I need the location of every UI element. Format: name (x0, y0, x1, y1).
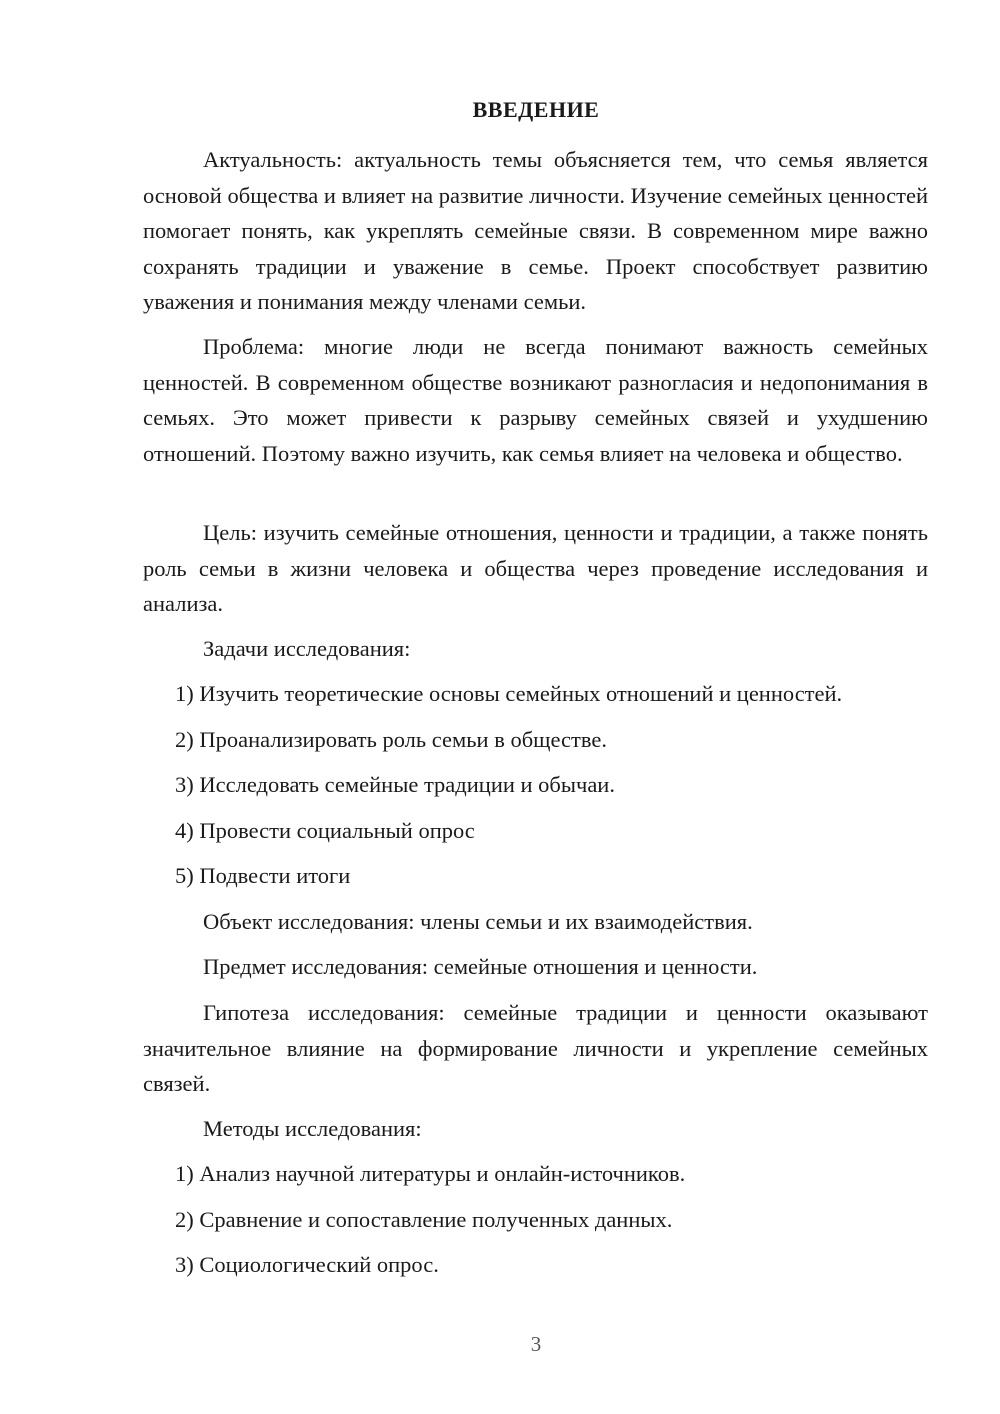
method-item: 2) Сравнение и сопоставление полученных данных. (175, 1207, 673, 1232)
problem-paragraph: Проблема: многие люди не всегда понимают важность семейных ценностей. В современном обществе возникают разногласия и недопонимания в семьях. Это может привести к разрыву семейных связей и ухудшению отношений. Поэтому важно изучить, как семья влияет на человека и общество. (143, 334, 928, 466)
method-item: 3) Социологический опрос. (175, 1252, 439, 1277)
subject-paragraph: Предмет исследования: семейные отношения и ценности. (203, 954, 758, 979)
task-item: 5) Подвести итоги (175, 863, 351, 888)
goal-paragraph: Цель: изучить семейные отношения, ценности и традиции, а также понять роль семьи в жизни человека и общества через проведение исследования и анализа. (143, 520, 928, 616)
relevance-paragraph: Актуальность: актуальность темы объясняется тем, что семья является основой общества и влияет на развитие личности. Изучение семейных ценностей помогает понять, как укреплять семейные связи. В современном мире важно сохранять традиции и уважение в семье. Проект способствует развитию уважения и понимания между членами семьи. (143, 147, 928, 314)
task-item: 4) Провести социальный опрос (175, 818, 475, 843)
page-title: ВВЕДЕНИЕ (472, 97, 600, 122)
methods-heading: Методы исследования: (203, 1116, 422, 1141)
object-paragraph: Объект исследования: члены семьи и их взаимодействия. (203, 909, 753, 934)
method-item: 1) Анализ научной литературы и онлайн-источников. (175, 1161, 686, 1186)
page-number: 3 (530, 1332, 542, 1356)
tasks-heading: Задачи исследования: (203, 636, 411, 661)
task-item: 1) Изучить теоретические основы семейных отношений и ценностей. (175, 681, 843, 706)
task-item: 2) Проанализировать роль семьи в обществе. (175, 727, 607, 752)
hypothesis-paragraph: Гипотеза исследования: семейные традиции и ценности оказывают значительное влияние на формирование личности и укрепление семейных связей. (143, 1000, 928, 1096)
task-item: 3) Исследовать семейные традиции и обычаи. (175, 772, 615, 797)
